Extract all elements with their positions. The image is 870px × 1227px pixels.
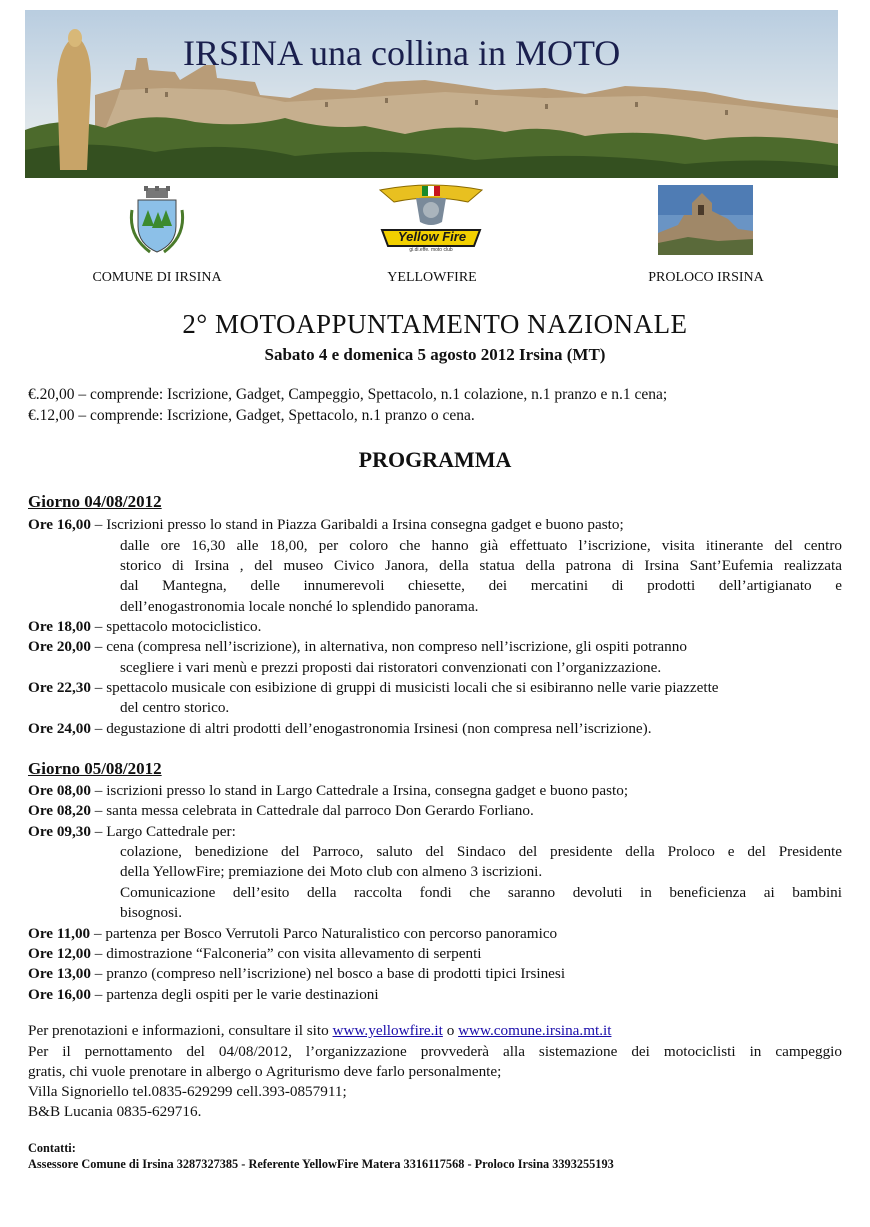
schedule-text: bisognosi. [120,904,183,921]
schedule-line [28,781,628,801]
event-date: Sabato 4 e domenica 5 agosto 2012 Irsina (MT) [264,345,606,364]
schedule-text: dal Mantegna, delle innumerevoli chiesette, dei mercatini di prodotti dell’artigianato e [120,577,842,594]
schedule-time: Ore 24,00 [28,720,91,737]
schedule-time: Ore 12,00 [28,945,91,962]
schedule-line [28,801,534,821]
yellowfire-logo-subtext: gi.di.effe. moto club [409,247,453,253]
banner-title: IRSINA una collina in MOTO [183,33,621,73]
comune-link[interactable]: www.comune.irsina.mt.it [458,1022,612,1039]
contacts-text: Assessore Comune di Irsina 3287327385 - Referente YellowFire Matera 3316117568 - Proloco Irsina 3393255193 [28,1157,614,1171]
programma-heading: PROGRAMMA [358,447,512,472]
yellowfire-logo-text: Yellow Fire [397,229,467,244]
banner [25,10,838,178]
day2-title: Giorno 05/08/2012 [28,759,162,778]
schedule-time: Ore 20,00 [28,638,91,655]
price-reduced: €.12,00 – comprende: Iscrizione, Gadget, Spettacolo, n.1 pranzo o cena. [28,407,475,424]
schedule-line [28,637,687,657]
schedule-time: Ore 08,00 [28,782,91,799]
schedule-line [28,515,624,535]
logo-label-proloco: PROLOCO IRSINA [648,270,764,285]
schedule-text: – partenza per Bosco Verrutoli Parco Naturalistico con percorso panoramico [90,925,558,942]
schedule-time: Ore 08,20 [28,802,91,819]
day1-title: Giorno 04/08/2012 [28,492,162,511]
schedule-time: Ore 18,00 [28,618,91,635]
schedule-line [120,658,661,678]
schedule-line [28,964,565,984]
info-line-3: gratis, chi vuole prenotare in albergo o Agriturismo deve farlo personalmente; [28,1063,502,1080]
schedule-text: dell’enogastronomia locale nonché lo splendido panorama. [120,598,479,615]
schedule-line [28,985,379,1005]
yellowfire-link[interactable]: www.yellowfire.it [332,1022,443,1039]
schedule-text: – dimostrazione “Falconeria” con visita allevamento di serpenti [91,945,482,962]
schedule-line [28,944,482,964]
schedule-text: – pranzo (compreso nell’iscrizione) nel bosco a base di prodotti tipici Irsinesi [91,965,566,982]
yellowfire-logo [378,184,484,259]
schedule-text: – cena (compresa nell’iscrizione), in alternativa, non compreso nell’iscrizione, gli ospiti potranno [91,638,687,655]
schedule-line [28,924,557,944]
schedule-text: – spettacolo motociclistico. [91,618,262,635]
schedule-time: Ore 11,00 [28,925,91,942]
price-full: €.20,00 – comprende: Iscrizione, Gadget, Campeggio, Spettacolo, n.1 colazione, n.1 pranzo e n.1 cena; [28,386,668,403]
schedule-line [28,719,652,739]
schedule-text: – santa messa celebrata in Cattedrale dal parroco Don Gerardo Forliano. [91,802,534,819]
info-text: Per prenotazioni e informazioni, consultare il sito [28,1022,333,1039]
schedule-text: della YellowFire; premiazione dei Moto club con almeno 3 iscrizioni. [120,863,543,880]
coat-of-arms-icon [128,186,186,261]
schedule-line [120,536,842,556]
cathedral-photo [658,185,753,260]
schedule-text: Comunicazione dell’esito della raccolta fondi che saranno devoluti in beneficienza ai bambini [120,884,842,901]
schedule-line [120,883,842,903]
main-title: 2° MOTOAPPUNTAMENTO NAZIONALE [182,309,688,339]
schedule-line [28,822,236,842]
schedule-time: Ore 16,00 [28,516,91,533]
schedule-line [120,698,229,718]
info-line-1 [28,1021,611,1041]
schedule-text: colazione, benedizione del Parroco, saluto del Sindaco del presidente della Proloco e del Presidente [120,843,842,860]
schedule-line [120,597,478,617]
schedule-line [120,862,542,882]
schedule-text: dalle ore 16,30 alle 18,00, per coloro che hanno già effettuato l’iscrizione, visita itinerante del centro [120,537,842,554]
schedule-line [28,617,261,637]
schedule-text: storico di Irsina , del museo Civico Janora, della statua della patrona di Irsina Sant’Eufemia realizzata [120,557,842,574]
schedule-text: – Iscrizioni presso lo stand in Piazza Garibaldi a Irsina consegna gadget e buono pasto; [91,516,624,533]
schedule-line [120,842,842,862]
info-line-2: Per il pernottamento del 04/08/2012, l’organizzazione provvederà alla sistemazione dei motociclisti in campeggio [28,1043,842,1060]
logo-label-comune: COMUNE DI IRSINA [92,270,222,285]
schedule-text: – partenza degli ospiti per le varie destinazioni [91,986,379,1003]
schedule-text: – degustazione di altri prodotti dell’enogastronomia Irsinesi (non compresa nell’iscrizione). [91,720,652,737]
schedule-line [120,576,842,596]
schedule-text: – spettacolo musicale con esibizione di gruppi di musicisti locali che si esibiranno nelle varie piazzette [91,679,719,696]
schedule-text: del centro storico. [120,699,230,716]
contacts-heading: Contatti: [28,1141,76,1155]
schedule-time: Ore 13,00 [28,965,91,982]
schedule-line [28,678,719,698]
schedule-text: scegliere i vari menù e prezzi proposti dai ristoratori convenzionati con l’organizzazione. [120,659,662,676]
schedule-time: Ore 22,30 [28,679,91,696]
info-line-5: B&B Lucania 0835-629716. [28,1103,202,1120]
logo-label-yellowfire: YELLOWFIRE [387,270,477,285]
schedule-text: – Largo Cattedrale per: [91,823,236,840]
info-text: o [442,1022,459,1039]
info-line-4: Villa Signoriello tel.0835-629299 cell.393-0857911; [28,1083,347,1100]
schedule-line [120,556,842,576]
schedule-time: Ore 09,30 [28,823,91,840]
schedule-time: Ore 16,00 [28,986,91,1003]
schedule-text: – iscrizioni presso lo stand in Largo Cattedrale a Irsina, consegna gadget e buono pasto; [91,782,629,799]
schedule-line [120,903,182,923]
